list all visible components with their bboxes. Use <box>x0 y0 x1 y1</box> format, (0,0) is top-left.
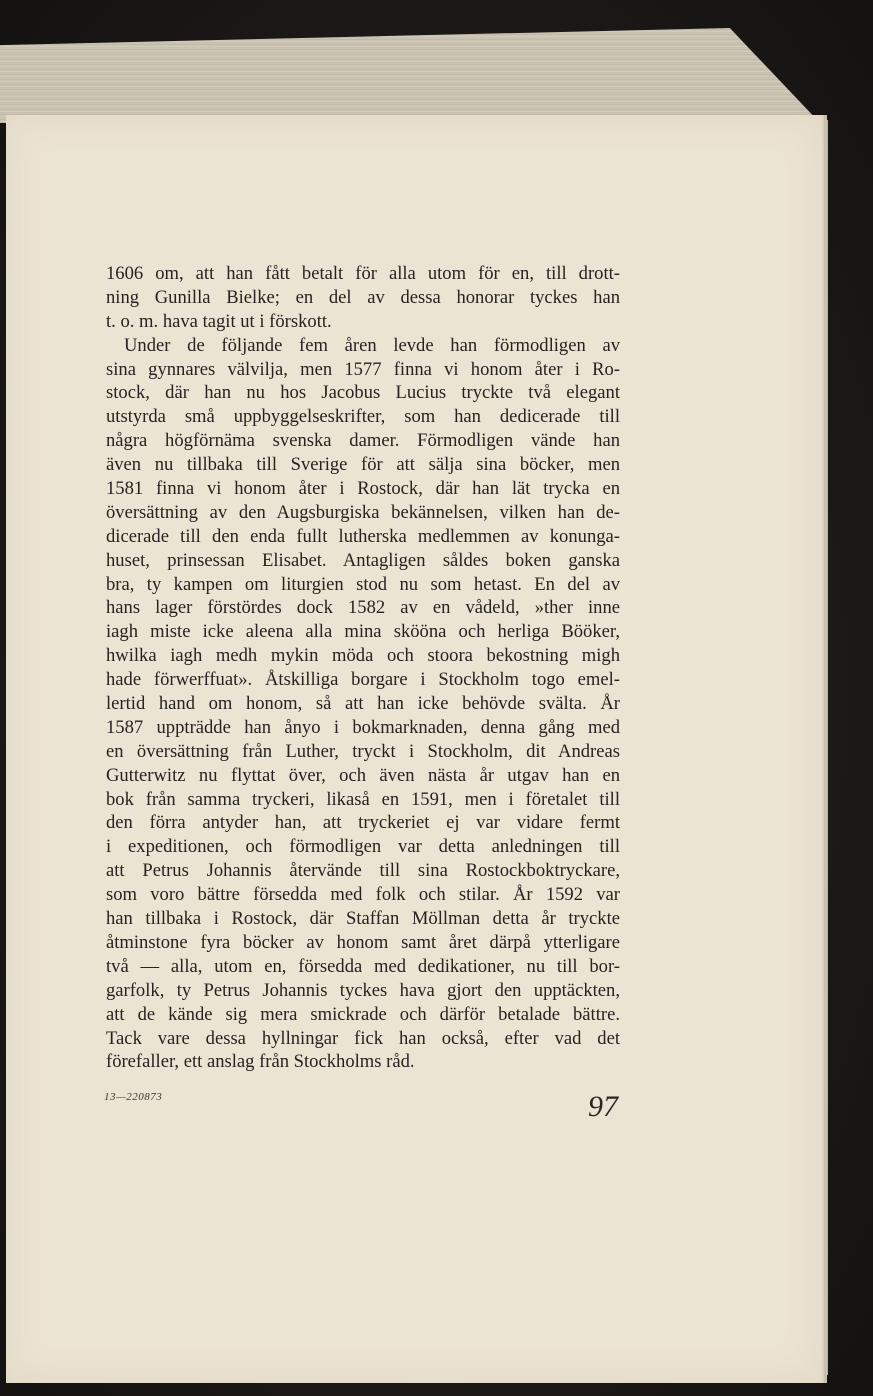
text-line: förefaller, ett anslag från Stockholms råd. <box>106 1051 415 1073</box>
text-line: 1587 uppträdde han ånyo i bokmarknaden, denna gång med <box>106 716 620 738</box>
body-text <box>106 262 620 1074</box>
text-line: lertid hand om honom, så att han icke behövde svälta. År <box>106 693 620 715</box>
text-line: hwilka iagh medh mykin möda och stoora bekostning migh <box>106 645 620 667</box>
text-line: huset, prinsessan Elisabet. Antagligen såldes boken ganska <box>106 549 620 571</box>
text-line: dicerade till den enda fullt lutherska medlemmen av konunga- <box>106 525 620 547</box>
text-line: som voro bättre försedda med folk och stilar. År 1592 var <box>106 884 620 906</box>
text-line: hade förwerffuat». Åtskilliga borgare i Stockholm togo emel- <box>106 669 620 691</box>
text-line: två — alla, utom en, försedda med dedikationer, nu till bor- <box>106 955 620 977</box>
text-line: översättning av den Augsburgiska bekännelsen, vilken han de- <box>106 501 620 523</box>
text-line: sina gynnares välvilja, men 1577 finna vi honom åter i Ro- <box>106 358 620 380</box>
text-line: några högförnäma svenska damer. Förmodligen vände han <box>106 430 620 452</box>
text-line: garfolk, ty Petrus Johannis tyckes hava gjort den upptäckten, <box>106 979 620 1001</box>
text-line: utstyrda små uppbyggelseskrifter, som han dedicerade till <box>106 406 620 428</box>
text-line: t. o. m. hava tagit ut i förskott. <box>106 310 332 332</box>
text-line: att Petrus Johannis återvände till sina Rostockboktryckare, <box>106 860 620 882</box>
text-line: även nu tillbaka till Sverige för att sälja sina böcker, men <box>106 454 620 476</box>
text-line: 1581 finna vi honom åter i Rostock, där han lät trycka en <box>106 478 620 500</box>
text-line: bok från samma tryckeri, likaså en 1591, men i företalet till <box>106 788 620 810</box>
text-line: bra, ty kampen om liturgien stod nu som hetast. En del av <box>106 573 620 595</box>
text-line: hans lager förstördes dock 1582 av en vådeld, »ther inne <box>106 597 620 619</box>
page-stack-edge <box>0 28 820 123</box>
text-line: i expeditionen, och förmodligen var detta anledningen till <box>106 836 620 858</box>
text-line: åtminstone fyra böcker av honom samt året därpå ytterligare <box>106 931 620 953</box>
text-line: ning Gunilla Bielke; en del av dessa honorar tyckes han <box>106 286 620 308</box>
text-line: att de kände sig mera smickrade och därför betalade bättre. <box>106 1003 620 1025</box>
text-line: han tillbaka i Rostock, där Staffan Möllman detta år tryckte <box>106 908 620 930</box>
text-line: Under de följande fem åren levde han förmodligen av <box>124 334 620 356</box>
page-number: 97 <box>588 1090 618 1123</box>
text-line: 1606 om, att han fått betalt för alla utom för en, till drott- <box>106 263 620 284</box>
printer-signature-mark: 13—220873 <box>104 1091 163 1103</box>
text-line: Gutterwitz nu flyttat över, och även nästa år utgav han en <box>106 764 620 786</box>
text-line: Tack vare dessa hyllningar fick han också, efter vad det <box>106 1027 620 1049</box>
text-line: en översättning från Luther, tryckt i Stockholm, dit Andreas <box>106 740 620 762</box>
text-line: den förra antyder han, att tryckeriet ej var vidare fermt <box>106 812 620 834</box>
text-line: stock, där han nu hos Jacobus Lucius tryckte två elegant <box>106 382 620 404</box>
text-line: iagh miste icke aleena alla mina skööna och herliga Bööker, <box>106 621 620 643</box>
